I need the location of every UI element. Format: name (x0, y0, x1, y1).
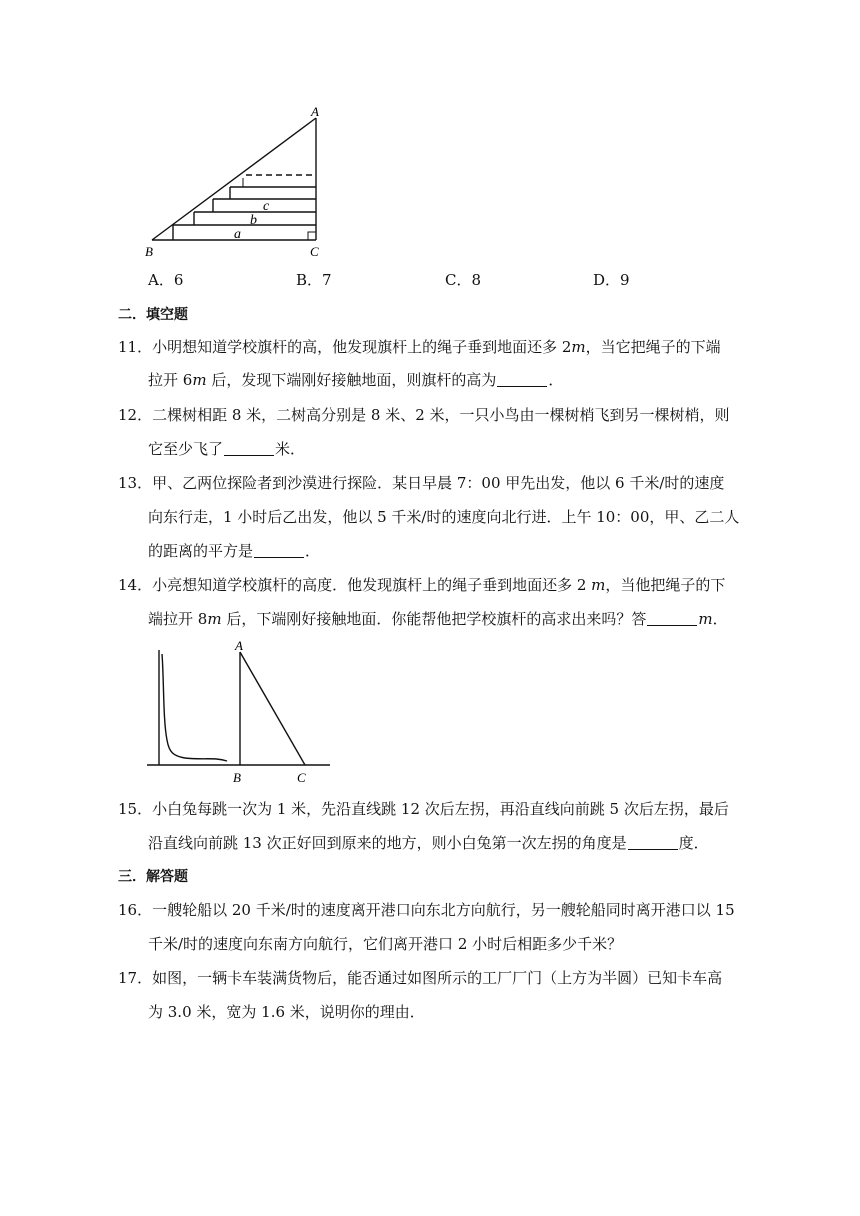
section-heading-solutions: 三．解答题 (118, 869, 188, 885)
staircase-triangle-figure (140, 104, 340, 264)
option-a[interactable]: A．6 (148, 271, 184, 289)
option-d[interactable]: D．9 (593, 271, 630, 289)
vertex-label-B: B (145, 244, 153, 259)
question-16: 16．一艘轮船以 20 千米/时的速度离开港口向东北方向航行，另一艘轮船同时离开港口以 15 千米/时的速度向东南方向航行，它们离开港口 2 小时后相距多少千米？ (118, 901, 735, 953)
vertex-label-A: A (311, 104, 319, 119)
question-10-options (0, 270, 860, 292)
step-label-b: b (250, 213, 257, 228)
question-12: 12．二棵树相距 8 米，二树高分别是 8 米、2 米，一只小鸟由一棵树梢飞到另一棵树梢，则 它至少飞了 米． (118, 406, 730, 458)
question-15: 15．小白兔每跳一次为 1 米，先沿直线跳 12 次后左拐，再沿直线向前跳 5 次后左拐，最后 沿直线向前跳 13 次正好回到原来的地方，则小白兔第一次左拐的角度是 度． (118, 800, 729, 852)
step-label-c: c (263, 199, 270, 214)
answer-blank[interactable] (647, 611, 697, 626)
answer-blank[interactable] (628, 835, 678, 850)
option-b[interactable]: B．7 (296, 271, 332, 289)
question-11: 11．小明想知道学校旗杆的高，他发现旗杆上的绳子垂到地面还多 2m，当它把绳子的下端 拉开 6m 后，发现下端刚好接触地面，则旗杆的高为 ． (118, 338, 721, 389)
vertex-label-B: B (233, 770, 241, 785)
answer-blank[interactable] (497, 372, 547, 387)
section-heading-fill-in: 二．填空题 (118, 307, 188, 323)
vertex-label-A: A (235, 640, 243, 653)
question-14: 14．小亮想知道学校旗杆的高度．他发现旗杆上的绳子垂到地面还多 2 m，当他把绳子的下 端拉开 8m 后，下端刚好接触地面．你能帮他把学校旗杆的高求出来吗？答 m． (118, 576, 728, 628)
vertex-label-C: C (310, 244, 319, 259)
question-17: 17．如图，一辆卡车装满货物后，能否通过如图所示的工厂厂门（上方为半圆）已知卡车高 为 3.0 米，宽为 1.6 米，说明你的理由． (118, 969, 723, 1021)
answer-blank[interactable] (224, 441, 274, 456)
answer-blank[interactable] (254, 543, 304, 558)
flagpole-figure (145, 640, 330, 786)
option-c[interactable]: C．8 (445, 271, 482, 289)
question-13: 13．甲、乙两位探险者到沙漠进行探险．某日早晨 7：00 甲先出发，他以 6 千米/时的速度 向东行走，1 小时后乙出发，他以 5 千米/时的速度向北行进．上午 10：00，甲、乙二人 的距离的平方是 ． (118, 474, 740, 560)
step-label-a: a (234, 227, 241, 242)
vertex-label-C: C (297, 770, 306, 785)
